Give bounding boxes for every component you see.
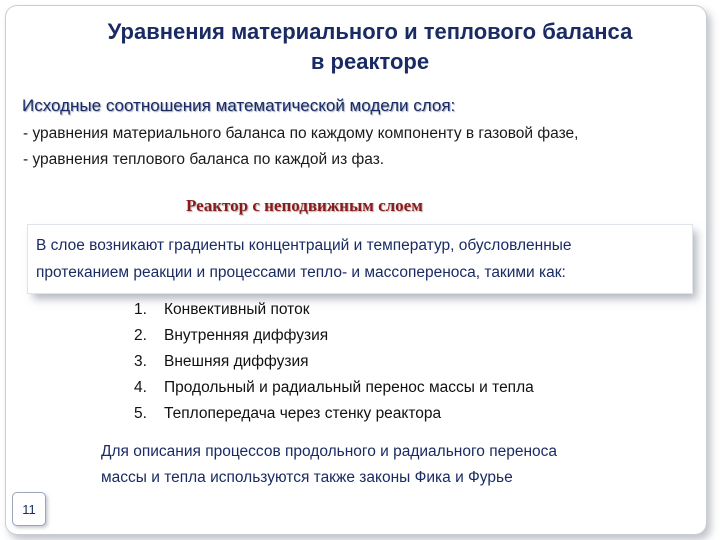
list-item xyxy=(134,297,534,323)
title-line-1: Уравнения материального и теплового баланса xyxy=(107,19,633,44)
list-item-number: 4. xyxy=(134,379,147,396)
list-item-text: Продольный и радиальный перенос массы и тепла xyxy=(164,379,534,396)
list-item-number: 1. xyxy=(134,301,147,318)
list-item-text: Теплопередача через стенку реактора xyxy=(164,405,442,422)
list-item xyxy=(134,375,534,401)
list-item-number: 5. xyxy=(134,405,147,422)
intro-label: Исходные соотношения математической модели слоя: xyxy=(22,96,456,115)
box-line-1: В слое возникают градиенты концентраций и температур, обусловленные xyxy=(36,237,572,254)
list-item-number: 3. xyxy=(134,353,147,370)
list-item xyxy=(134,323,534,349)
intro-line-material: - уравнения материального баланса по каждому компоненту в газовой фазе, xyxy=(23,125,579,142)
page-number-badge xyxy=(12,492,46,526)
list-item xyxy=(134,401,534,427)
slide-title xyxy=(40,17,700,77)
list-item-text: Внешняя диффузия xyxy=(164,353,309,370)
process-list xyxy=(134,297,534,427)
intro-line-thermal: - уравнения теплового баланса по каждой из фаз. xyxy=(23,151,385,168)
title-line-2: в реакторе xyxy=(310,49,430,74)
page-number: 11 xyxy=(22,501,36,517)
list-item-number: 2. xyxy=(134,327,147,344)
list-item xyxy=(134,349,534,375)
section-subheading: Реактор с неподвижным слоем xyxy=(186,196,423,215)
closing-line-1: Для описания процессов продольного и радиального переноса xyxy=(101,443,558,460)
box-line-2: протеканием реакции и процессами тепло- и массопереноса, такими как: xyxy=(36,264,566,281)
closing-line-2: массы и тепла используются также законы Фика и Фурье xyxy=(101,469,513,486)
list-item-text: Конвективный поток xyxy=(164,301,310,318)
gradient-description-box xyxy=(28,225,692,293)
list-item-text: Внутренняя диффузия xyxy=(164,327,329,344)
